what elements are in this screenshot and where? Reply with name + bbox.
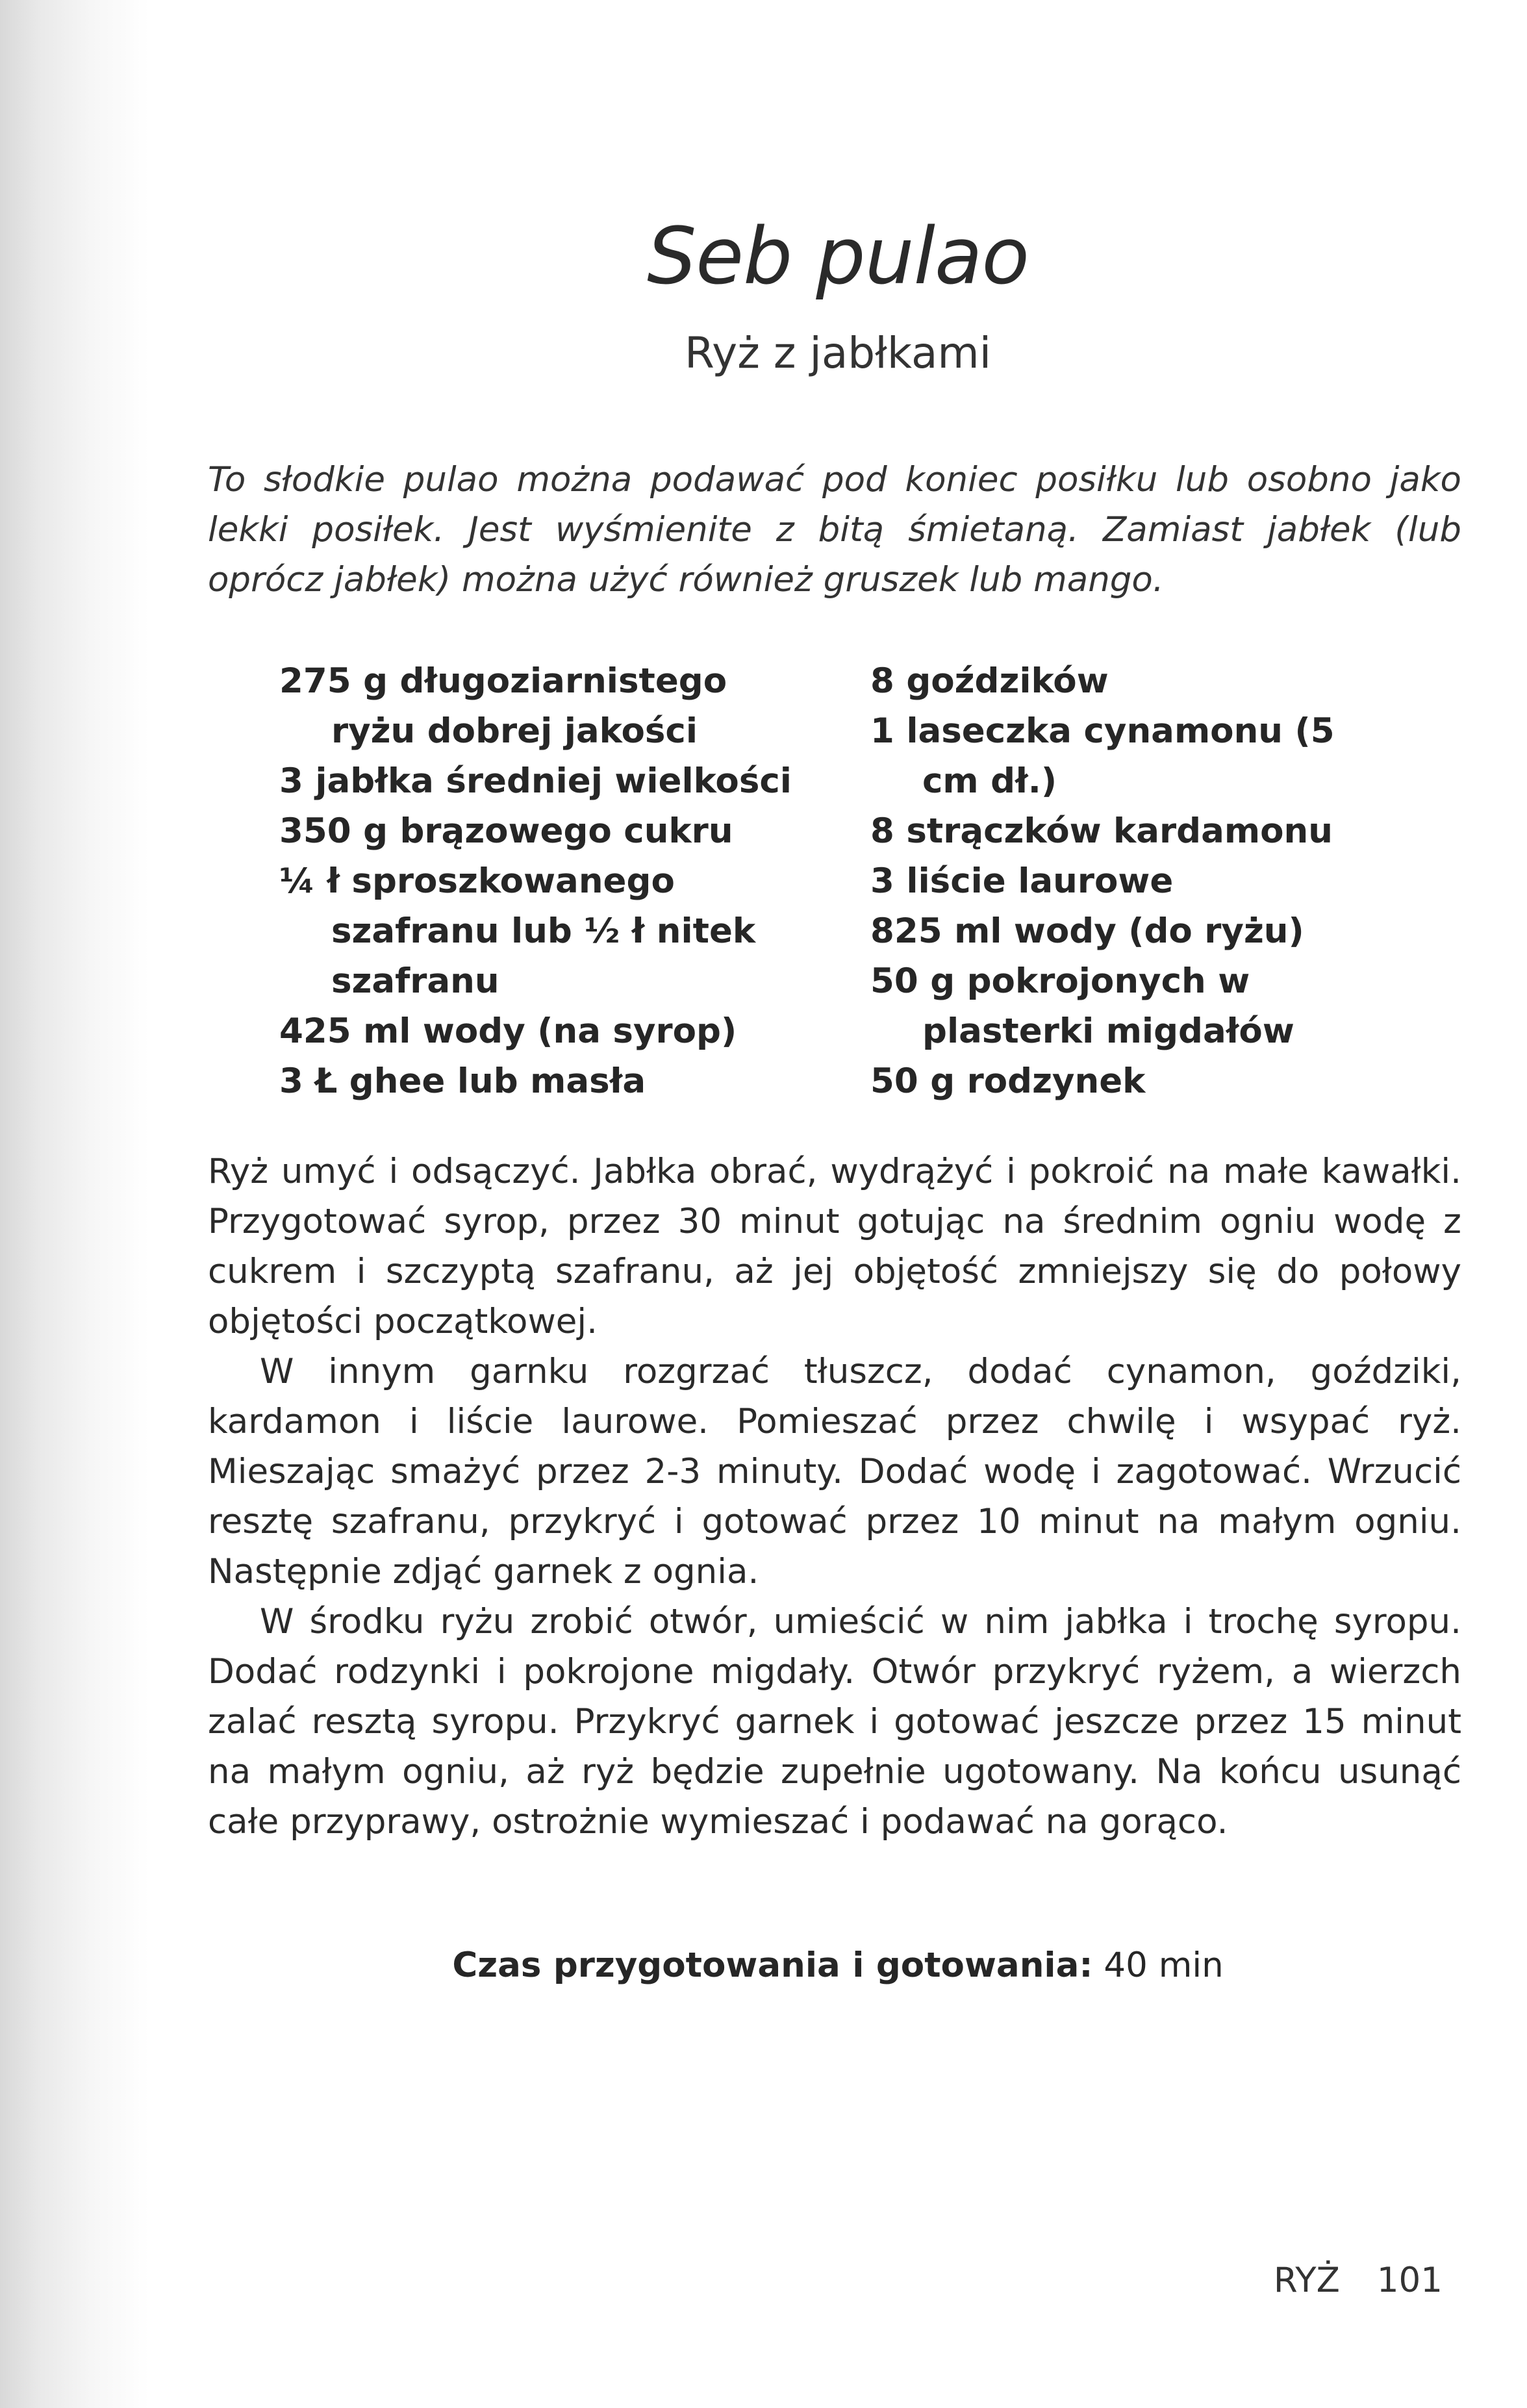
ingredient-item: 825 ml wody (do ryżu) — [870, 911, 1304, 951]
recipe-subtitle: Ryż z jabłkami — [684, 328, 992, 378]
prep-time — [0, 1945, 1527, 1985]
method-paragraph: Ryż umyć i odsączyć. Jabłka obrać, wydrążyć i pokroić na małe kawałki. Przygotować syrop, przez 30 minut gotując na średnim ogniu wodę z cukrem i szczyptą szafranu, aż jej objętość zmniejszy się do połowy objętości początkowej. — [208, 1152, 1461, 1341]
prep-time-label: Czas przygotowania i gotowania: — [452, 1945, 1093, 1985]
ingredient-item: 8 goździków — [870, 661, 1109, 701]
method-paragraph: W innym garnku rozgrzać tłuszcz, dodać cynamon, goździki, kardamon i liście laurowe. Pomieszać przez chwilę i wsypać ryż. Mieszając smażyć przez 2-3 minuty. Dodać wodę i zagotować. Wrzucić resztę szafranu, przykryć i gotować przez 10 minut na małym ogniu. Następnie zdjąć garnek z ognia. — [208, 1352, 1461, 1591]
ingredient-item: 1 laseczka cynamonu (5 cm dł.) — [870, 711, 1335, 801]
ingredient-item: 275 g długoziarnistego ryżu dobrej jakości — [279, 661, 727, 751]
method-section — [208, 1147, 1461, 1847]
ingredient-item: 8 strączków kardamonu — [870, 811, 1333, 851]
intro-text: To słodkie pulao można podawać pod koniec posiłku lub osobno jako lekki posiłek. Jest wyśmienite z bitą śmietaną. Zamiast jabłek (lub oprócz jabłek) można użyć również gruszek lub mango. — [208, 460, 1461, 600]
ingredient-item: 350 g brązowego cukru — [279, 811, 733, 851]
page-number: 101 — [1376, 2261, 1443, 2300]
recipe-title: Seb pulao — [647, 212, 1029, 302]
section-name: RYŻ — [1273, 2261, 1340, 2300]
ingredient-item: 50 g rodzynek — [870, 1061, 1146, 1101]
ingredient-item: 3 jabłka średniej wielkości — [279, 761, 792, 801]
method-paragraph: W środku ryżu zrobić otwór, umieścić w nim jabłka i trochę syropu. Dodać rodzynki i pokrojone migdały. Otwór przykryć ryżem, a wierzch zalać resztą syropu. Przykryć garnek i gotować jeszcze przez 15 minut na małym ogniu, aż ryż będzie zupełnie ugotowany. Na końcu usunąć całe przyprawy, ostrożnie wymieszać i podawać na gorąco. — [208, 1602, 1461, 1842]
ingredient-item: 3 Ł ghee lub masła — [279, 1061, 646, 1101]
ingredient-item: 425 ml wody (na syrop) — [279, 1011, 737, 1051]
recipe-intro — [208, 455, 1461, 605]
ingredients-left-column — [279, 656, 812, 1106]
prep-time-value: 40 min — [1104, 1945, 1224, 1985]
ingredient-item: 3 liście laurowe — [870, 861, 1174, 901]
ingredient-item: ¼ ł sproszkowanego szafranu lub ½ ł nitek szafranu — [279, 861, 756, 1001]
ingredient-item: 50 g pokrojonych w plasterki migdałów — [870, 961, 1294, 1051]
page-footer — [1274, 2261, 1443, 2300]
ingredients-right-column — [870, 656, 1390, 1106]
